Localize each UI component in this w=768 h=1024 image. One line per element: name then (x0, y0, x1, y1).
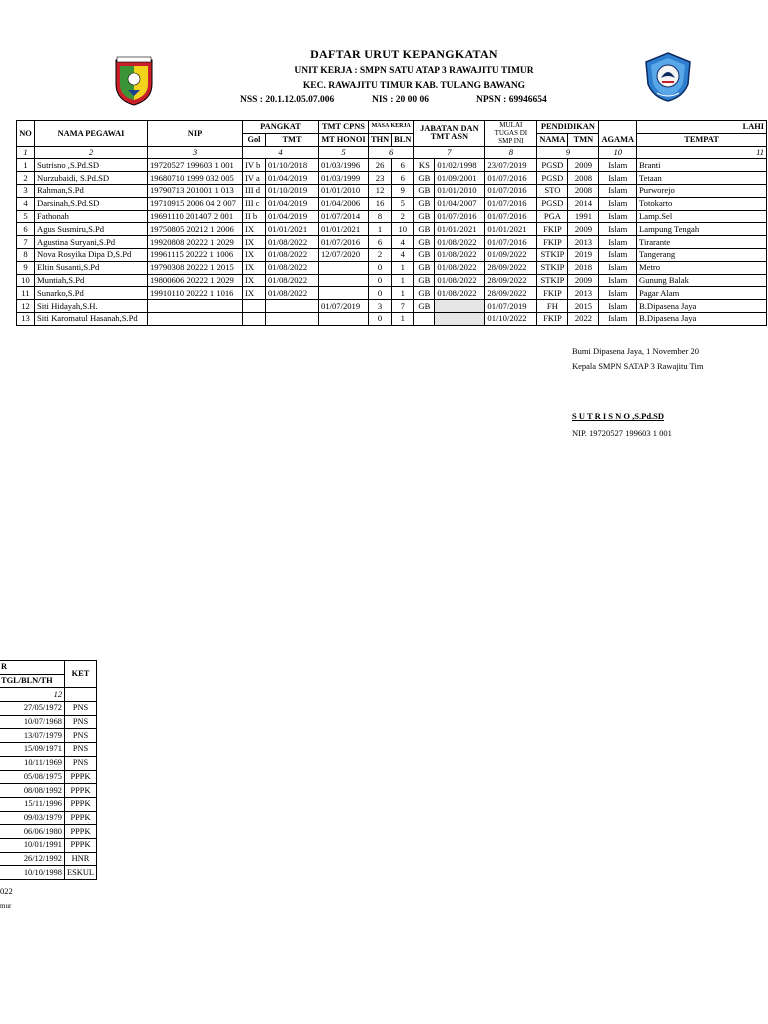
col-no-header: NO (17, 121, 35, 147)
row-tmt-asn (435, 300, 485, 313)
col-pend-nama-header: NAMA (537, 133, 568, 146)
row-tmt-cpns: 01/01/2010 (319, 184, 369, 197)
row-tahun: 2022 (568, 312, 599, 325)
row-jabatan: GB (414, 300, 435, 313)
row-thn: 16 (369, 197, 392, 210)
frag-date: 27/05/1972 (0, 702, 65, 716)
row-tmt: 01/04/2019 (266, 172, 319, 185)
frag-ket: PNS (65, 756, 97, 770)
row-thn: 0 (369, 287, 392, 300)
employee-rank-table (16, 120, 767, 326)
row-gol: III d (243, 184, 266, 197)
frag-date: 10/11/1969 (0, 756, 65, 770)
row-thn: 6 (369, 236, 392, 249)
row-jabatan (414, 312, 435, 325)
row-nama: Fathonah (35, 210, 148, 223)
frag-ket: PNS (65, 743, 97, 757)
row-no: 4 (17, 197, 35, 210)
row-tmt: 01/08/2022 (266, 261, 319, 274)
row-tmt-asn: 01/08/2022 (435, 236, 485, 249)
row-thn: 2 (369, 248, 392, 261)
row-mulai: 01/01/2021 (485, 223, 537, 236)
row-pendidikan: STKIP (537, 261, 568, 274)
row-tempat: Lampung Tengah (637, 223, 767, 236)
row-pendidikan: FKIP (537, 287, 568, 300)
row-gol: IX (243, 274, 266, 287)
row-thn: 3 (369, 300, 392, 313)
row-pendidikan: FKIP (537, 236, 568, 249)
row-tempat: Tetaan (637, 172, 767, 185)
row-gol: III c (243, 197, 266, 210)
table-row (17, 172, 767, 185)
row-nip: 19910110 20222 1 1016 (148, 287, 243, 300)
row-nama: Eltin Susanti,S.Pd (35, 261, 148, 274)
col-tempat-header: TEMPAT (637, 133, 767, 146)
frag-ket: PNS (65, 715, 97, 729)
frag-ket: PPPK (65, 825, 97, 839)
row-tmt-cpns: 01/07/2016 (319, 236, 369, 249)
row-nama: Darsinah,S.Pd.SD (35, 197, 148, 210)
frag-date: 08/08/1992 (0, 784, 65, 798)
row-tmt-asn (435, 312, 485, 325)
row-agama: Islam (599, 184, 637, 197)
row-tahun: 2015 (568, 300, 599, 313)
row-tempat: Tirarante (637, 236, 767, 249)
row-thn: 12 (369, 184, 392, 197)
row-tmt-cpns: 12/07/2020 (319, 248, 369, 261)
row-agama: Islam (599, 236, 637, 249)
row-nama: Siti Hidayah,S.H. (35, 300, 148, 313)
frag-col-num-empty (65, 688, 97, 702)
row-agama: Islam (599, 261, 637, 274)
col-pendidikan-header: PENDIDIKAN (537, 121, 599, 134)
row-thn: 0 (369, 312, 392, 325)
row-tmt-asn: 01/01/2010 (435, 184, 485, 197)
col-bln-header: BLN (392, 133, 414, 146)
row-tempat: B.Dipasena Jaya (637, 312, 767, 325)
table-row (17, 274, 767, 287)
col-gol-header: Gol (243, 133, 266, 146)
col-jabatan-header: JABATAN DAN TMT ASN (414, 121, 485, 147)
row-tempat: Lamp.Sel (637, 210, 767, 223)
row-tmt-asn: 01/09/2001 (435, 172, 485, 185)
row-mulai: 01/07/2016 (485, 236, 537, 249)
row-tmt: 01/10/2019 (266, 184, 319, 197)
row-gol: II b (243, 210, 266, 223)
row-no: 2 (17, 172, 35, 185)
row-bln: 7 (392, 300, 414, 313)
row-tmt-cpns (319, 261, 369, 274)
row-tmt-cpns: 01/07/2014 (319, 210, 369, 223)
row-tahun: 2009 (568, 274, 599, 287)
col-agama-top (599, 121, 637, 134)
row-no: 1 (17, 159, 35, 172)
row-gol: IV a (243, 172, 266, 185)
row-mulai: 28/09/2022 (485, 274, 537, 287)
row-agama: Islam (599, 172, 637, 185)
row-no: 11 (17, 287, 35, 300)
row-mulai: 23/07/2019 (485, 159, 537, 172)
frag-date: 15/09/1971 (0, 743, 65, 757)
row-tempat: Branti (637, 159, 767, 172)
frag-row (0, 784, 97, 798)
row-bln: 5 (392, 197, 414, 210)
row-pendidikan: FH (537, 300, 568, 313)
row-no: 9 (17, 261, 35, 274)
row-jabatan: GB (414, 184, 435, 197)
frag-row (0, 797, 97, 811)
row-no: 13 (17, 312, 35, 325)
row-nip (148, 312, 243, 325)
table-row (17, 197, 767, 210)
frag-row (0, 838, 97, 852)
col-tmn-header: TMN (568, 133, 599, 146)
table-row (17, 159, 767, 172)
row-nip: 19750805 20212 1 2006 (148, 223, 243, 236)
row-tahun: 2008 (568, 184, 599, 197)
row-tempat: Pagar Alam (637, 287, 767, 300)
col-tmt-cpns-header: TMT CPNS (319, 121, 369, 134)
row-bln: 1 (392, 287, 414, 300)
row-tempat: Purworejo (637, 184, 767, 197)
frag-col-num: 12 (0, 688, 65, 702)
row-jabatan: GB (414, 261, 435, 274)
row-tmt-asn: 01/08/2022 (435, 274, 485, 287)
ket-table (0, 660, 97, 880)
row-gol: IX (243, 287, 266, 300)
col-thn-header: THN (369, 133, 392, 146)
row-jabatan: KS (414, 159, 435, 172)
col-mulai-header: MULAI TUGAS DI SMP INI (485, 121, 537, 147)
row-tmt-cpns (319, 312, 369, 325)
frag-date: 10/01/1991 (0, 838, 65, 852)
row-tmt-asn: 01/01/2021 (435, 223, 485, 236)
row-tmt: 01/08/2022 (266, 248, 319, 261)
row-tmt: 01/04/2019 (266, 197, 319, 210)
col-num: 2 (35, 146, 148, 159)
frag-ket: HNR (65, 852, 97, 866)
row-nip: 19710915 2006 04 2 007 (148, 197, 243, 210)
row-nip: 19680710 1999 032 005 (148, 172, 243, 185)
row-tmt-asn: 01/07/2016 (435, 210, 485, 223)
col-nama-header: NAMA PEGAWAI (35, 121, 148, 147)
table-row (17, 223, 767, 236)
row-jabatan: GB (414, 274, 435, 287)
row-pendidikan: FKIP (537, 312, 568, 325)
col-tmt-honor-header: MT HONOI (319, 133, 369, 146)
row-nama: Sunarko,S.Pd (35, 287, 148, 300)
col-num: 10 (599, 146, 637, 159)
row-tmt-asn: 01/08/2022 (435, 287, 485, 300)
row-thn: 0 (369, 274, 392, 287)
col-num: 4 (243, 146, 319, 159)
row-nip: 19691110 201407 2 001 (148, 210, 243, 223)
row-tempat: Totokarto (637, 197, 767, 210)
row-bln: 6 (392, 172, 414, 185)
row-tahun: 2018 (568, 261, 599, 274)
col-num: 1 (17, 146, 35, 159)
row-tmt-cpns: 01/04/2006 (319, 197, 369, 210)
kecamatan-line: KEC. RAWAJITU TIMUR KAB. TULANG BAWANG (302, 81, 526, 91)
row-jabatan: GB (414, 287, 435, 300)
col-num: 3 (148, 146, 243, 159)
row-mulai: 01/07/2019 (485, 300, 537, 313)
row-jabatan: GB (414, 248, 435, 261)
frag-row (0, 729, 97, 743)
table-row (17, 261, 767, 274)
row-nama: Muntiah,S.Pd (35, 274, 148, 287)
frag-row (0, 825, 97, 839)
overflow-fragment (0, 660, 102, 882)
row-jabatan: GB (414, 172, 435, 185)
row-tahun: 2019 (568, 248, 599, 261)
frag-row (0, 866, 97, 880)
signature-place-date: Bumi Dipasena Jaya, 1 November 20 (572, 346, 699, 356)
row-tmt: 01/10/2018 (266, 159, 319, 172)
row-gol (243, 300, 266, 313)
frag-date: 15/11/1996 (0, 797, 65, 811)
row-pendidikan: PGSD (537, 159, 568, 172)
row-bln: 6 (392, 159, 414, 172)
row-tmt-asn: 01/08/2022 (435, 248, 485, 261)
row-no: 6 (17, 223, 35, 236)
row-mulai: 01/07/2016 (485, 197, 537, 210)
frag-row (0, 770, 97, 784)
row-agama: Islam (599, 210, 637, 223)
frag-row (0, 811, 97, 825)
row-tmt-cpns: 01/03/1999 (319, 172, 369, 185)
row-jabatan: GB (414, 210, 435, 223)
frag-ket: PNS (65, 729, 97, 743)
frag-row (0, 743, 97, 757)
row-gol (243, 312, 266, 325)
row-mulai: 01/10/2022 (485, 312, 537, 325)
column-number-row (17, 146, 767, 159)
row-tahun: 2009 (568, 159, 599, 172)
row-gol: IX (243, 223, 266, 236)
row-bln: 1 (392, 312, 414, 325)
row-nip: 19961115 20222 1 1006 (148, 248, 243, 261)
row-tmt-asn: 01/04/2007 (435, 197, 485, 210)
row-tmt-asn: 01/08/2022 (435, 261, 485, 274)
row-agama: Islam (599, 287, 637, 300)
table-row (17, 300, 767, 313)
col-num: 6 (369, 146, 414, 159)
row-gol: IX (243, 248, 266, 261)
row-tmt-cpns: 01/03/1996 (319, 159, 369, 172)
row-no: 7 (17, 236, 35, 249)
row-mulai: 01/07/2016 (485, 184, 537, 197)
row-bln: 10 (392, 223, 414, 236)
row-agama: Islam (599, 197, 637, 210)
row-tempat: Tangerang (637, 248, 767, 261)
frag-date: 13/07/1979 (0, 729, 65, 743)
row-tmt-asn: 01/02/1998 (435, 159, 485, 172)
frag-trail-year: 022 (0, 886, 13, 896)
row-nip: 19790713 201001 1 013 (148, 184, 243, 197)
row-nama: Siti Karomatul Hasanah,S.Pd (35, 312, 148, 325)
row-jabatan: GB (414, 197, 435, 210)
row-bln: 1 (392, 261, 414, 274)
row-tahun: 2009 (568, 223, 599, 236)
row-nama: Agustina Suryani,S.Pd (35, 236, 148, 249)
row-pendidikan: STKIP (537, 248, 568, 261)
row-pendidikan: PGSD (537, 197, 568, 210)
frag-date: 06/06/1980 (0, 825, 65, 839)
frag-trail-word: mur (0, 902, 12, 910)
row-no: 8 (17, 248, 35, 261)
frag-date: 05/08/1975 (0, 770, 65, 784)
frag-date: 09/03/1979 (0, 811, 65, 825)
signature-nip: NIP. 19720527 199603 1 001 (572, 428, 672, 438)
row-tahun: 2008 (568, 172, 599, 185)
frag-ket: PPPK (65, 811, 97, 825)
table-row (17, 312, 767, 325)
row-mulai: 28/09/2022 (485, 261, 537, 274)
row-tmt-cpns: 01/01/2021 (319, 223, 369, 236)
row-pendidikan: PGA (537, 210, 568, 223)
npsn-line: NPSN : 69946654 (476, 95, 547, 105)
row-tempat: Gunung Balak (637, 274, 767, 287)
row-no: 3 (17, 184, 35, 197)
row-pendidikan: PGSD (537, 172, 568, 185)
row-agama: Islam (599, 159, 637, 172)
row-tmt: 01/08/2022 (266, 236, 319, 249)
col-num: 9 (537, 146, 599, 159)
row-bln: 9 (392, 184, 414, 197)
row-pendidikan: STKIP (537, 274, 568, 287)
row-tmt-cpns (319, 287, 369, 300)
row-tmt (266, 312, 319, 325)
row-nama: Rahman,S.Pd (35, 184, 148, 197)
row-nama: Nurzubaidi, S.Pd.SD (35, 172, 148, 185)
row-jabatan: GB (414, 223, 435, 236)
table-row (17, 184, 767, 197)
row-gol: IX (243, 261, 266, 274)
frag-row (0, 715, 97, 729)
row-tmt: 01/08/2022 (266, 274, 319, 287)
signature-position: Kepala SMPN SATAP 3 Rawajitu Tim (572, 361, 704, 371)
col-num: 8 (485, 146, 537, 159)
row-bln: 4 (392, 248, 414, 261)
row-thn: 1 (369, 223, 392, 236)
row-nip: 19790308 20222 1 2015 (148, 261, 243, 274)
frag-ket: ESKUL (65, 866, 97, 880)
row-mulai: 01/07/2016 (485, 210, 537, 223)
row-mulai: 01/09/2022 (485, 248, 537, 261)
row-nip (148, 300, 243, 313)
row-bln: 1 (392, 274, 414, 287)
row-thn: 0 (369, 261, 392, 274)
row-pendidikan: FKIP (537, 223, 568, 236)
row-nama: Agus Susmiru,S.Pd (35, 223, 148, 236)
row-agama: Islam (599, 223, 637, 236)
row-bln: 2 (392, 210, 414, 223)
row-tmt: 01/04/2019 (266, 210, 319, 223)
row-no: 5 (17, 210, 35, 223)
row-tempat: Metro (637, 261, 767, 274)
frag-ket: PPPK (65, 838, 97, 852)
row-tmt: 01/01/2021 (266, 223, 319, 236)
row-mulai: 01/07/2016 (485, 172, 537, 185)
col-agama-header: AGAMA (599, 133, 637, 146)
frag-date: 26/12/1992 (0, 852, 65, 866)
table-row (17, 210, 767, 223)
row-tmt-cpns: 01/07/2019 (319, 300, 369, 313)
row-nama: Nova Rosyika Dipa D,S.Pd (35, 248, 148, 261)
frag-ket: PPPK (65, 797, 97, 811)
nis-line: NIS : 20 00 06 (372, 95, 430, 105)
row-jabatan: GB (414, 236, 435, 249)
row-pendidikan: STO (537, 184, 568, 197)
table-row (17, 236, 767, 249)
row-agama: Islam (599, 248, 637, 261)
col-num: 11 (637, 146, 767, 159)
table-row (17, 287, 767, 300)
frag-date: 10/10/1998 (0, 866, 65, 880)
row-tmt-cpns (319, 274, 369, 287)
row-nip: 19720527 199603 1 001 (148, 159, 243, 172)
frag-ket: PPPK (65, 784, 97, 798)
col-masa-kerja-header: MASA KERJA (369, 121, 414, 134)
frag-ket-header: KET (65, 661, 97, 688)
frag-date-header: TGL/BLN/TH (0, 674, 65, 688)
col-tmt-header: TMT (266, 133, 319, 146)
col-num: 5 (319, 146, 369, 159)
col-pangkat-header: PANGKAT (243, 121, 319, 134)
row-agama: Islam (599, 274, 637, 287)
frag-date: 10/07/1968 (0, 715, 65, 729)
row-thn: 26 (369, 159, 392, 172)
col-lahir-header: LAHI (637, 121, 767, 134)
signature-name: S U T R I S N O ,S.Pd.SD (572, 411, 665, 421)
row-tahun: 2013 (568, 287, 599, 300)
row-nip: 19920808 20222 1 2029 (148, 236, 243, 249)
row-agama: Islam (599, 312, 637, 325)
frag-header-top: R (0, 661, 65, 675)
row-bln: 4 (392, 236, 414, 249)
col-nip-header: NIP (148, 121, 243, 147)
nss-line: NSS : 20.1.12.05.07.006 (240, 95, 335, 105)
row-gol: IV b (243, 159, 266, 172)
row-agama: Islam (599, 300, 637, 313)
document-title: DAFTAR URUT KEPANGKATAN (310, 47, 498, 61)
row-tempat: B.Dipasena Jaya (637, 300, 767, 313)
table-row (17, 248, 767, 261)
row-no: 10 (17, 274, 35, 287)
frag-row (0, 852, 97, 866)
row-tmt: 01/08/2022 (266, 287, 319, 300)
row-mulai: 28/09/2022 (485, 287, 537, 300)
row-thn: 8 (369, 210, 392, 223)
row-gol: IX (243, 236, 266, 249)
row-tahun: 2013 (568, 236, 599, 249)
frag-ket: PNS (65, 702, 97, 716)
frag-row (0, 702, 97, 716)
row-nama: Sutrisno ,S.Pd.SD (35, 159, 148, 172)
row-tahun: 1991 (568, 210, 599, 223)
row-tmt (266, 300, 319, 313)
frag-row (0, 756, 97, 770)
row-tahun: 2014 (568, 197, 599, 210)
row-thn: 23 (369, 172, 392, 185)
unit-kerja: UNIT KERJA : SMPN SATU ATAP 3 RAWAJITU TIMUR (294, 66, 534, 76)
row-no: 12 (17, 300, 35, 313)
col-num: 7 (414, 146, 485, 159)
row-nip: 19800606 20222 1 2029 (148, 274, 243, 287)
frag-ket: PPPK (65, 770, 97, 784)
